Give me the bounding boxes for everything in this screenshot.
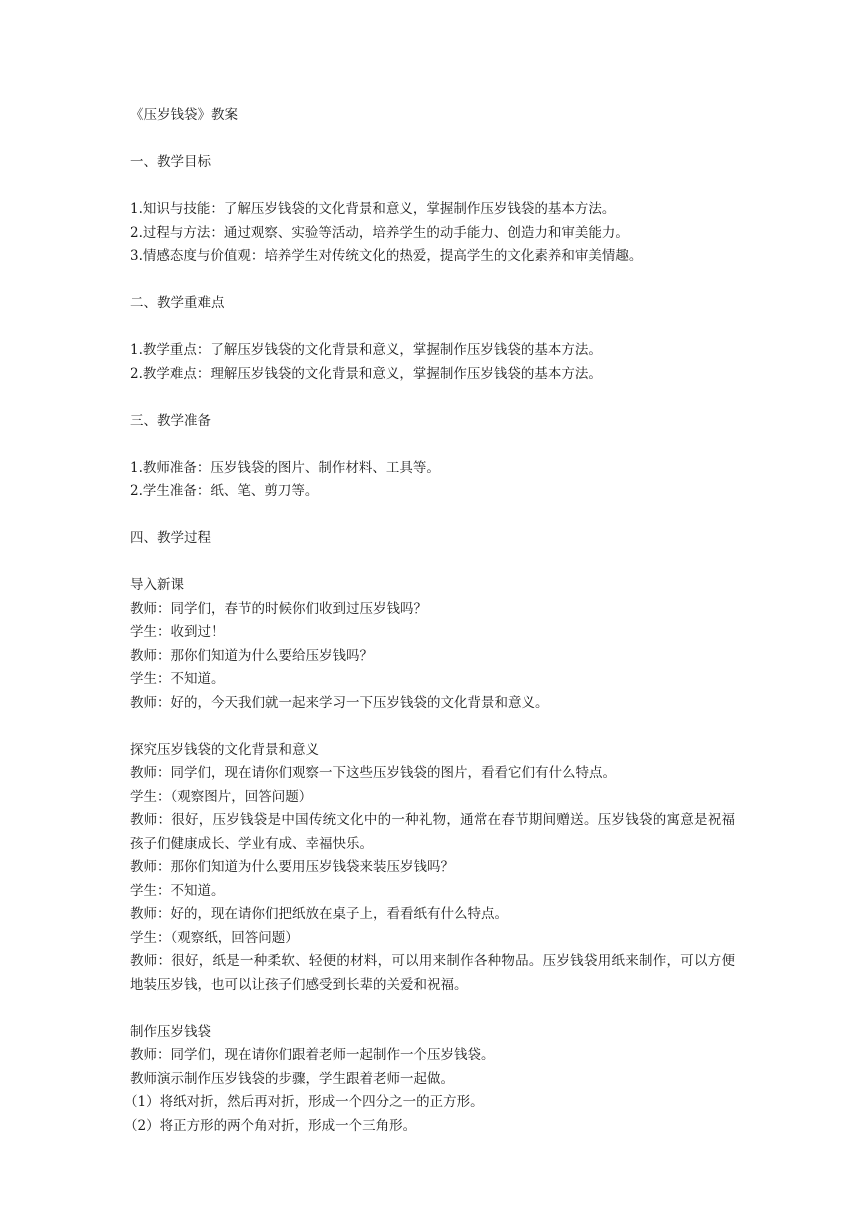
dialogue-line: 教师：好的，今天我们就一起来学习一下压岁钱袋的文化背景和意义。 [130,694,549,711]
dialogue-line: 教师：好的，现在请你们把纸放在桌子上，看看纸有什么特点。 [130,906,508,922]
section-heading-key-points: 二、教学重难点 [130,295,225,311]
preparation-item: 2.学生准备：纸、笔、剪刀等。 [130,483,319,499]
dialogue-line: 教师：那你们知道为什么要给压岁钱吗？ [130,647,373,664]
objective-item: 1.知识与技能：了解压岁钱袋的文化背景和意义，掌握制作压岁钱袋的基本方法。 [130,201,616,217]
objective-item: 3.情感态度与价值观：培养学生对传统文化的热爱，提高学生的文化素养和审美情趣。 [130,248,643,264]
subsection-heading-intro: 导入新课 [130,577,184,593]
subsection-heading-explore: 探究压岁钱袋的文化背景和意义 [130,741,319,758]
dialogue-line: 学生：（观察纸，回答问题） [130,929,299,946]
dialogue-paragraph: 教师：很好，纸是一种柔软、轻便的材料，可以用来制作各种物品。压岁钱袋用纸来制作，可以方便地装压岁钱，也可以让孩子们感受到长辈的关爱和祝福。 [130,953,735,993]
section-heading-preparation: 三、教学准备 [130,412,211,429]
key-point-item: 1.教学重点：了解压岁钱袋的文化背景和意义，掌握制作压岁钱袋的基本方法。 [130,342,602,358]
document-body [124,104,735,1138]
dialogue-line: 学生：（观察图片，回答问题） [130,788,313,805]
subsection-heading-make: 制作压岁钱袋 [130,1023,211,1040]
objective-item: 2.过程与方法：通过观察、实验等活动，培养学生的动手能力、创造力和审美能力。 [130,224,629,241]
preparation-item: 1.教师准备：压岁钱袋的图片、制作材料、工具等。 [130,459,440,476]
dialogue-line: 教师：那你们知道为什么要用压岁钱袋来装压岁钱吗？ [130,859,454,875]
dialogue-line: 教师：同学们，现在请你们跟着老师一起制作一个压岁钱袋。 [130,1047,495,1063]
key-point-item: 2.教学难点：理解压岁钱袋的文化背景和意义，掌握制作压岁钱袋的基本方法。 [130,365,602,382]
dialogue-line: 学生：不知道。 [130,882,225,899]
dialogue-line: 教师：同学们，春节的时候你们收到过压岁钱吗？ [130,600,427,617]
dialogue-line: 教师：同学们，现在请你们观察一下这些压岁钱袋的图片，看看它们有什么特点。 [130,765,616,781]
section-heading-objectives: 一、教学目标 [130,154,211,170]
dialogue-line: 教师演示制作压岁钱袋的步骤，学生跟着老师一起做。 [130,1070,454,1087]
section-heading-process: 四、教学过程 [130,530,211,546]
document-title: 《压岁钱袋》教案 [130,107,238,123]
step-item: （1）将纸对折，然后再对折，形成一个四分之一的正方形。 [124,1094,484,1110]
dialogue-paragraph: 教师：很好，压岁钱袋是中国传统文化中的一种礼物，通常在春节期间赠送。压岁钱袋的寓意是祝福孩子们健康成长、学业有成、幸福快乐。 [130,812,735,852]
dialogue-line: 学生：不知道。 [130,671,225,687]
dialogue-line: 学生：收到过！ [130,624,225,640]
step-item: （2）将正方形的两个角对折，形成一个三角形。 [124,1117,417,1134]
